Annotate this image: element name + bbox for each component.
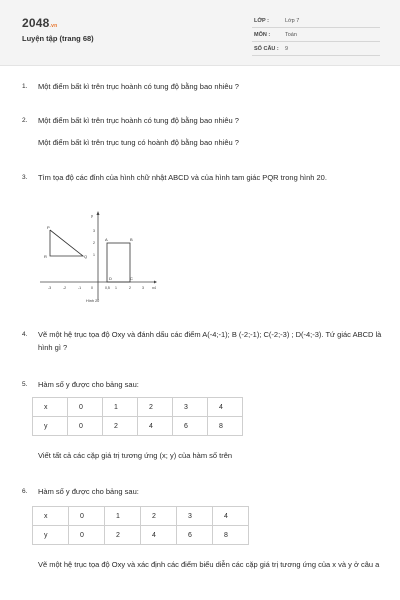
meta-question-count bbox=[252, 44, 380, 56]
table-header-cell: y bbox=[33, 526, 69, 545]
meta-class-label: LỚP : bbox=[254, 18, 269, 24]
point-c-label: C bbox=[130, 276, 133, 281]
question-5-followup: Viết tất cả các cặp giá trị tương ứng (x; y) của hàm số trên bbox=[38, 451, 233, 460]
value-table-5 bbox=[32, 397, 243, 436]
x-axis-label: x bbox=[152, 285, 154, 290]
table-cell: 4 bbox=[141, 526, 177, 545]
question-text: Một điểm bất kì trên trục hoành có tung độ bằng bao nhiêu ? bbox=[38, 82, 239, 91]
meta-subject bbox=[252, 30, 380, 42]
question-text: Hàm số y được cho bảng sau: bbox=[38, 487, 139, 496]
meta-count-value: 9 bbox=[285, 46, 289, 52]
table-row bbox=[33, 526, 249, 545]
question-number: 2. bbox=[22, 117, 28, 124]
table-row bbox=[33, 507, 249, 526]
table-cell: 0 bbox=[68, 398, 103, 417]
value-table-6 bbox=[32, 506, 249, 545]
question-text: Hàm số y được cho bảng sau: bbox=[38, 380, 139, 389]
table-cell: 2 bbox=[103, 417, 138, 436]
x-tick-label: -3 bbox=[48, 286, 52, 290]
meta-class bbox=[252, 16, 380, 28]
lesson-title: Luyện tập (trang 68) bbox=[22, 34, 94, 43]
table-header-cell: x bbox=[33, 398, 68, 417]
point-d-label: D bbox=[109, 276, 112, 281]
question-text: Tìm tọa độ các đỉnh của hình chữ nhật ABCD và của hình tam giác PQR trong hình 20. bbox=[38, 173, 327, 182]
y-axis-arrow bbox=[97, 211, 100, 215]
question-number: 4. bbox=[22, 331, 28, 338]
y-tick-label: 1 bbox=[93, 253, 95, 257]
question-6-followup: Vẽ một hệ trục tọa độ Oxy và xác định các điểm biểu diễn các cặp giá trị tương ứng của x và y ở câu a bbox=[38, 560, 380, 569]
table-cell: 6 bbox=[177, 526, 213, 545]
x-tick-label: 3 bbox=[142, 286, 144, 290]
page-header bbox=[0, 0, 400, 66]
x-tick-label: 4 bbox=[154, 286, 156, 290]
x-tick-label: 2 bbox=[129, 286, 131, 290]
table-row bbox=[33, 398, 243, 417]
x-tick-label: -2 bbox=[63, 286, 67, 290]
table-row bbox=[33, 417, 243, 436]
table-header-cell: x bbox=[33, 507, 69, 526]
point-r-label: R bbox=[44, 254, 47, 259]
table-cell: 0 bbox=[69, 507, 105, 526]
meta-count-label: SỐ CÂU : bbox=[254, 46, 279, 52]
question-2-line-2: Một điểm bất kì trên trục tung có hoành độ bằng bao nhiêu ? bbox=[38, 138, 239, 147]
table-cell: 3 bbox=[173, 398, 208, 417]
table-cell: 3 bbox=[177, 507, 213, 526]
table-cell: 1 bbox=[103, 398, 138, 417]
triangle-pqr bbox=[50, 230, 83, 256]
meta-subject-label: MÔN : bbox=[254, 32, 271, 38]
table-cell: 0 bbox=[68, 417, 103, 436]
point-q-label: Q bbox=[84, 254, 88, 259]
question-text: Vẽ một hệ trục tọa độ Oxy và đánh dấu các điểm A(-4;-1); B (-2;-1); C(-2;-3) ; D(-4;-3). Tứ giác ABCD là hình gì ? bbox=[38, 330, 382, 352]
figure-20 bbox=[38, 208, 158, 308]
table-cell: 4 bbox=[138, 417, 173, 436]
figure-caption: Hình 20 bbox=[86, 299, 100, 303]
table-cell: 2 bbox=[105, 526, 141, 545]
meta-class-value: Lớp 7 bbox=[285, 18, 300, 24]
table-cell: 1 bbox=[105, 507, 141, 526]
question-text: Một điểm bất kì trên trục hoành có tung độ bằng bao nhiêu ? bbox=[38, 116, 239, 125]
question-number: 6. bbox=[22, 488, 28, 495]
x-tick-label: -1 bbox=[78, 286, 82, 290]
question-number: 3. bbox=[22, 174, 28, 181]
y-tick-label: 2 bbox=[93, 241, 95, 245]
x-tick-label: 0 bbox=[91, 286, 93, 290]
table-cell: 4 bbox=[213, 507, 249, 526]
table-cell: 8 bbox=[213, 526, 249, 545]
x-tick-label: 1 bbox=[115, 286, 117, 290]
question-number: 5. bbox=[22, 381, 28, 388]
x-axis-arrow bbox=[154, 281, 157, 284]
table-cell: 6 bbox=[173, 417, 208, 436]
point-p-label: P bbox=[47, 225, 50, 230]
table-cell: 0 bbox=[69, 526, 105, 545]
table-cell: 8 bbox=[208, 417, 243, 436]
table-header-cell: y bbox=[33, 417, 68, 436]
y-tick-label: 3 bbox=[93, 229, 95, 233]
meta-subject-value: Toán bbox=[285, 32, 297, 38]
site-logo[interactable]: 2048.vn bbox=[22, 16, 58, 30]
table-cell: 2 bbox=[138, 398, 173, 417]
y-axis-label: y bbox=[91, 213, 93, 218]
question-number: 1. bbox=[22, 83, 28, 90]
point-a-label: A bbox=[105, 237, 108, 242]
table-cell: 4 bbox=[208, 398, 243, 417]
x-tick-label: 0,5 bbox=[105, 286, 110, 290]
point-b-label: B bbox=[130, 237, 133, 242]
table-cell: 2 bbox=[141, 507, 177, 526]
